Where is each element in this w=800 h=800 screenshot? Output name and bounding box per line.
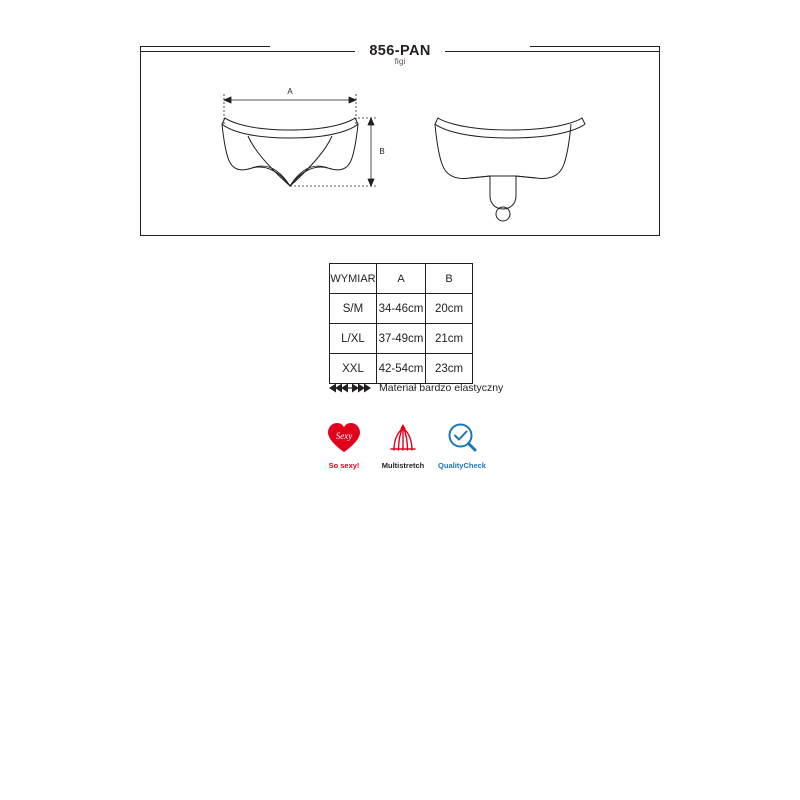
dimension-a bbox=[224, 87, 356, 124]
cell-size: S/M bbox=[330, 294, 377, 324]
double-arrow-stretch-icon bbox=[329, 382, 371, 394]
stretch-note-text: Materiał bardzo elastyczny bbox=[379, 382, 504, 394]
dimension-b bbox=[290, 118, 385, 186]
badge-caption: Multistretch bbox=[381, 461, 425, 470]
stretch-note bbox=[329, 382, 503, 394]
badge-qualitycheck bbox=[436, 418, 488, 470]
cell-b: 20cm bbox=[426, 294, 473, 324]
page-title: 856-PAN bbox=[369, 42, 431, 59]
size-table bbox=[329, 263, 473, 384]
back-view-panty bbox=[435, 118, 585, 221]
cell-b: 21cm bbox=[426, 324, 473, 354]
svg-text:A: A bbox=[287, 87, 293, 96]
size-table-wrapper bbox=[329, 263, 473, 384]
table-row bbox=[330, 354, 473, 384]
badge-so-sexy bbox=[318, 418, 370, 470]
col-header-a: A bbox=[377, 264, 426, 294]
sexy-heart-icon bbox=[318, 418, 370, 458]
cell-size: L/XL bbox=[330, 324, 377, 354]
svg-text:B: B bbox=[379, 147, 385, 156]
cell-a: 34-46cm bbox=[377, 294, 426, 324]
badge-caption: QualityCheck bbox=[438, 461, 486, 470]
cell-a: 37-49cm bbox=[377, 324, 426, 354]
table-row bbox=[330, 324, 473, 354]
front-view-panty bbox=[222, 118, 358, 186]
cell-size: XXL bbox=[330, 354, 377, 384]
feature-badges bbox=[318, 418, 488, 470]
quality-check-magnifier-icon bbox=[436, 418, 488, 458]
badge-multistretch bbox=[377, 418, 429, 470]
table-header-row bbox=[330, 264, 473, 294]
cell-b: 23cm bbox=[426, 354, 473, 384]
col-header-wymiar: WYMIAR bbox=[330, 264, 377, 294]
product-illustrations bbox=[140, 42, 660, 236]
svg-text:Sexy: Sexy bbox=[335, 431, 353, 441]
col-header-b: B bbox=[426, 264, 473, 294]
page-subtitle: figi bbox=[394, 56, 406, 66]
cell-a: 42-54cm bbox=[377, 354, 426, 384]
table-row bbox=[330, 294, 473, 324]
multistretch-icon bbox=[377, 418, 429, 458]
badge-caption: So sexy! bbox=[328, 461, 360, 470]
